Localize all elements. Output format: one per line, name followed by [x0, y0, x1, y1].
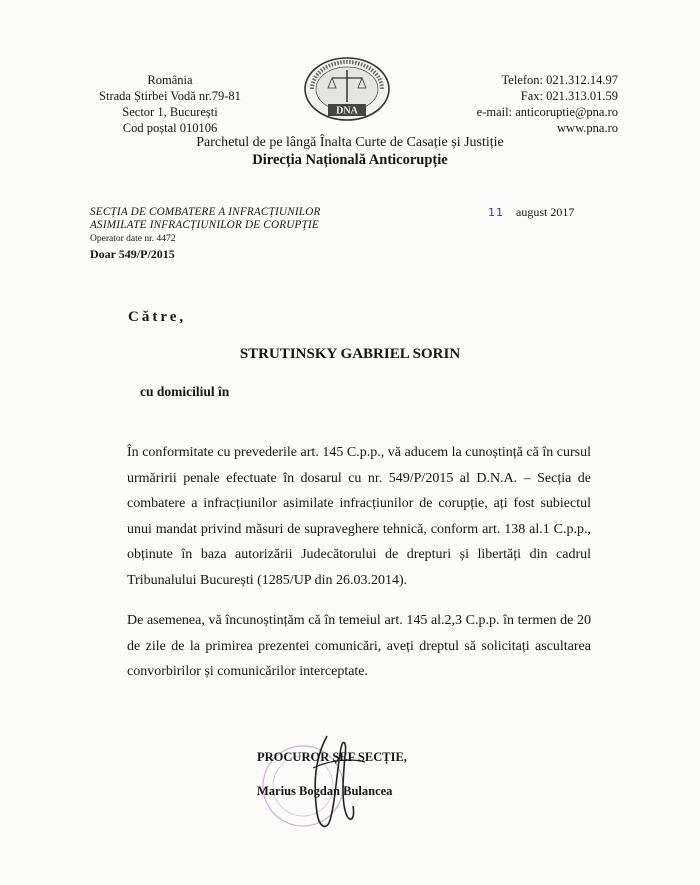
header-phone: Telefon: 021.312.14.97: [501, 73, 618, 87]
header-fax: Fax: 021.313.01.59: [520, 89, 618, 103]
recipient-name: STRUTINSKY GABRIEL SORIN: [239, 346, 461, 362]
paragraph-2-text: De asemenea, vă încunoștințăm că în temeiul art. 145 al.2,3 C.p.p. în termen de 20 de zile de la primirea prezentei comunicări, aveți dreptul să solicitați ascultarea convorbirilor și comunicărilor interceptate.: [127, 613, 591, 679]
dna-seal-logo: [302, 56, 392, 126]
header-street: Strada Știrbei Vodă nr.79-81: [99, 89, 241, 103]
case-number: Doar 549/P/2015: [90, 247, 175, 261]
paragraph-1-text: În conformitate cu prevederile art. 145 C.p.p., vă aducem la cunoștință că în cursul urmăririi penale efectuate în dosarul cu nr. 549/P/2015 al D.N.A. – Secția de combatere a infracțiunilor asimilate infracțiunilor de corupție, ați fost subiectul unui mandat privind măsuri de supraveghere tehnică, conform art. 138 al.1 C.p.p., obținute în baza autorizării Judecătorului de drepturi și libertăți din cadrul Tribunalului București (1285/UP din 26.03.2014).: [127, 445, 591, 588]
header-website: www.pna.ro: [557, 121, 618, 135]
section-line-1: SECȚIA DE COMBATERE A INFRACȚIUNILOR: [90, 206, 321, 218]
signature-stamp: [255, 728, 405, 838]
date-day-handwritten: 11: [488, 206, 504, 219]
section-line-2: ASIMILATE INFRACȚIUNILOR DE CORUPȚIE: [90, 219, 319, 231]
date-month-year: august 2017: [516, 205, 575, 219]
seal-logo-text: DNA: [336, 105, 358, 117]
signatory-name: Marius Bogdan Bulancea: [257, 784, 393, 798]
header-country: România: [147, 73, 193, 87]
directorate-name: Direcția Națională Anticorupție: [252, 152, 448, 168]
body-paragraph-2: [127, 608, 591, 685]
institution-name: Parchetul de pe lângă Înalta Curte de Casație și Justiție: [196, 135, 504, 150]
header-sector: Sector 1, București: [122, 105, 218, 119]
signatory-title: PROCUROR ȘEF SECȚIE,: [257, 750, 407, 764]
header-contacts: [418, 72, 618, 136]
document-date: [488, 205, 574, 220]
header-postcode: Cod poștal 010106: [122, 121, 218, 135]
body-paragraph-1: [127, 440, 591, 593]
operator-number: Operator date nr. 4472: [90, 234, 176, 244]
addressee-salutation: Către,: [128, 309, 187, 325]
recipient-domicile: cu domiciliul în: [140, 384, 230, 399]
header-email: e-mail: anticoruptie@pna.ro: [476, 105, 618, 119]
section-name: [90, 206, 420, 232]
header-address: [80, 72, 260, 136]
